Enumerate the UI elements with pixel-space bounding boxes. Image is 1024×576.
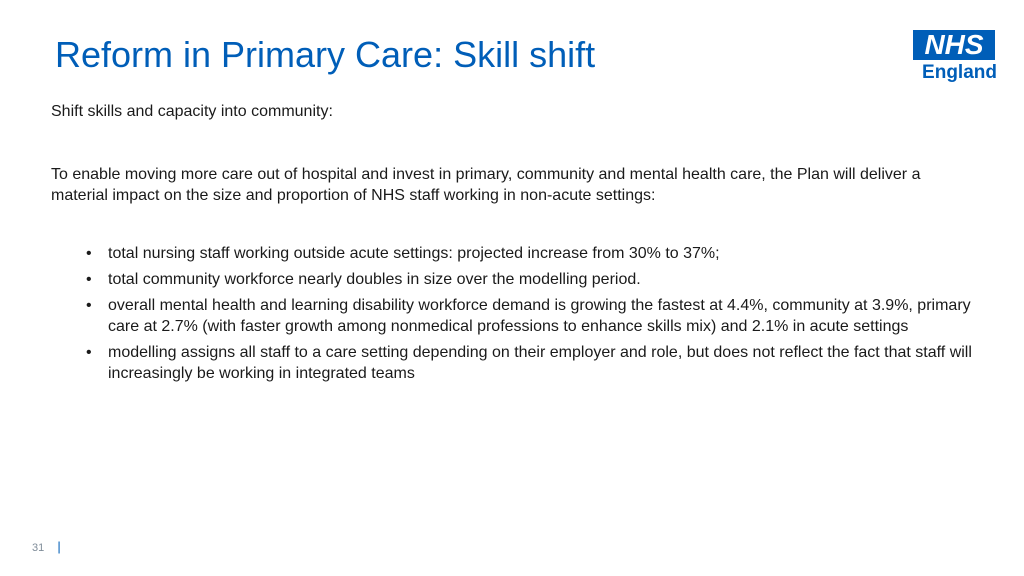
subtitle: Shift skills and capacity into community: bbox=[51, 103, 333, 120]
bullet-dot-icon: • bbox=[86, 245, 92, 262]
bullet-dot-icon: • bbox=[86, 344, 92, 361]
nhs-logo-box: NHS bbox=[913, 30, 995, 60]
bullet-item bbox=[86, 342, 986, 384]
page-title: Reform in Primary Care: Skill shift bbox=[55, 34, 596, 75]
bullet-item bbox=[86, 243, 986, 264]
page-number: 31 bbox=[32, 542, 45, 554]
bullet-text: total nursing staff working outside acute settings: projected increase from 30% to 37%; bbox=[108, 245, 720, 262]
bullet-item bbox=[86, 295, 986, 337]
bullet-dot-icon: • bbox=[86, 297, 92, 314]
footer-separator: | bbox=[57, 539, 61, 554]
bullet-dot-icon: • bbox=[86, 271, 92, 288]
bullet-text: total community workforce nearly doubles in size over the modelling period. bbox=[108, 271, 641, 288]
footer bbox=[32, 539, 61, 554]
bullet-text: overall mental health and learning disability workforce demand is growing the fastest at 4.4%, community at 3.9%, primary care at 2.7% (with faster growth among nonmedical professions to enhance skills mix) and 2.1% in acute settings bbox=[108, 297, 971, 335]
nhs-logo-region: England bbox=[922, 62, 997, 83]
nhs-england-logo bbox=[913, 30, 997, 84]
bullet-list bbox=[86, 243, 986, 389]
intro-paragraph: To enable moving more care out of hospital and invest in primary, community and mental health care, the Plan will deliver a material impact on the size and proportion of NHS staff working in non-acute settings: bbox=[51, 166, 921, 204]
bullet-item bbox=[86, 269, 986, 290]
bullet-text: modelling assigns all staff to a care setting depending on their employer and role, but does not reflect the fact that staff will increasingly be working in integrated teams bbox=[108, 344, 972, 382]
